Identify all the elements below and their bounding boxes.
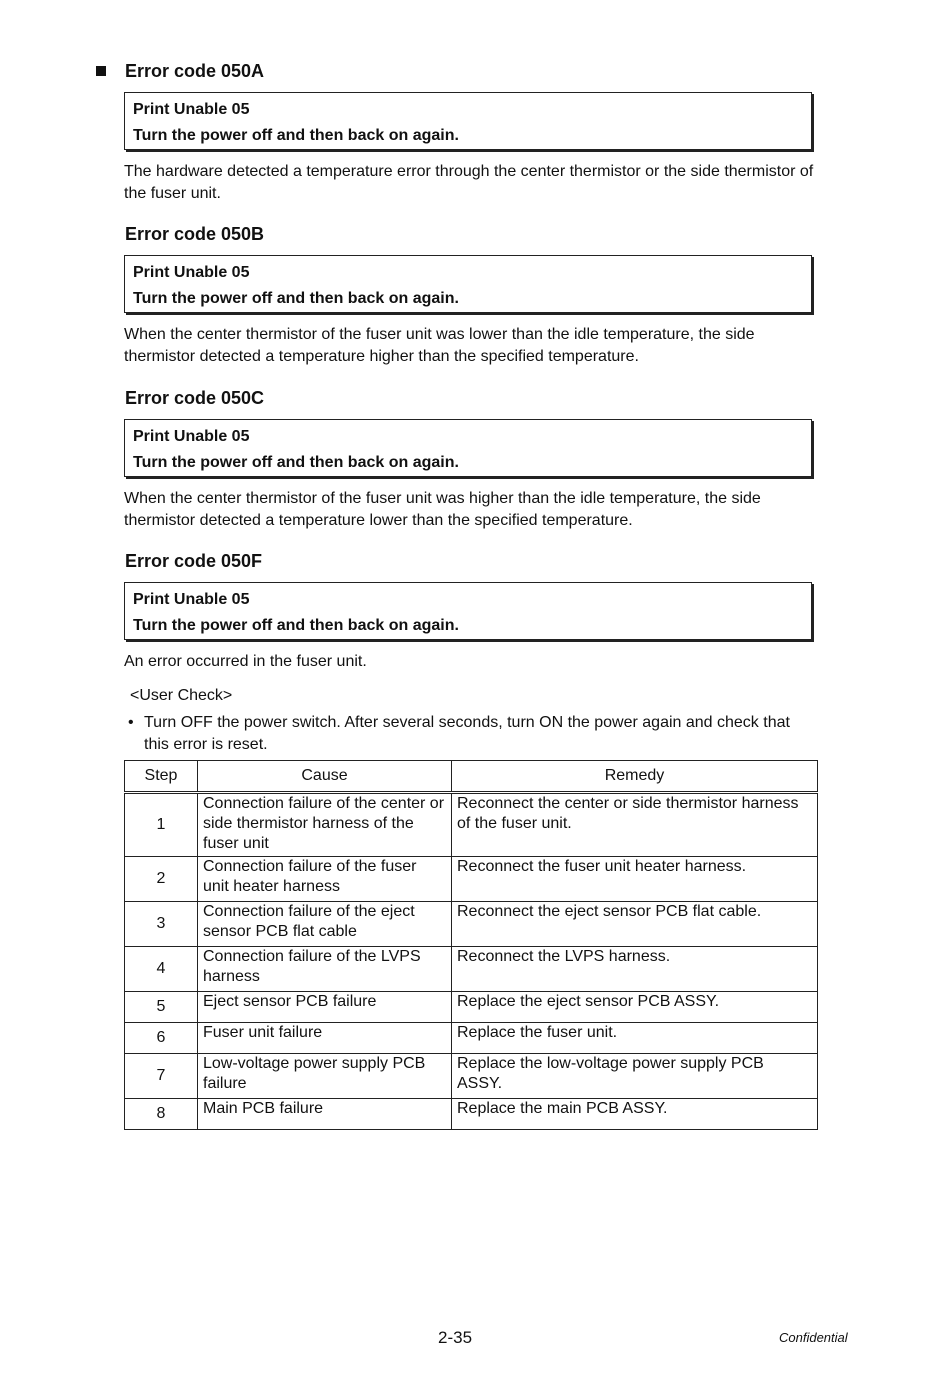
panel-message-line2: Turn the power off and then back on again. <box>133 454 459 471</box>
cause-cell: Connection failure of the LVPS harness <box>198 947 452 992</box>
header-remedy: Remedy <box>452 761 818 793</box>
section-heading-050b: Error code 050B <box>125 224 265 244</box>
troubleshooting-table <box>124 760 818 1130</box>
panel-message-line1: Print Unable 05 <box>133 591 250 608</box>
panel-message-box-050a <box>124 92 812 150</box>
step-cell: 6 <box>125 1023 198 1054</box>
user-check-item-text: Turn OFF the power switch. After several seconds, turn ON the power again and check that this error is reset. <box>144 714 790 753</box>
remedy-cell: Reconnect the eject sensor PCB flat cable. <box>452 902 818 947</box>
table-row <box>125 902 818 947</box>
table-header-row <box>125 761 818 793</box>
panel-message-line2: Turn the power off and then back on again. <box>133 617 459 634</box>
panel-message-box-050b <box>124 255 812 313</box>
header-cause: Cause <box>198 761 452 793</box>
cause-cell: Low-voltage power supply PCB failure <box>198 1054 452 1099</box>
panel-message-box-050c <box>124 419 812 477</box>
cause-cell: Fuser unit failure <box>198 1023 452 1054</box>
table-row <box>125 947 818 992</box>
section-description-050a: The hardware detected a temperature error through the center thermistor or the side thermistor of the fuser unit. <box>124 163 814 202</box>
user-check-item <box>128 712 818 756</box>
remedy-cell: Reconnect the LVPS harness. <box>452 947 818 992</box>
remedy-cell: Replace the eject sensor PCB ASSY. <box>452 992 818 1023</box>
panel-message-line1: Print Unable 05 <box>133 264 250 281</box>
table-row <box>125 857 818 902</box>
remedy-cell: Replace the fuser unit. <box>452 1023 818 1054</box>
panel-message-line2: Turn the power off and then back on again. <box>133 290 459 307</box>
cause-cell: Connection failure of the center or side thermistor harness of the fuser unit <box>198 793 452 857</box>
panel-message-line2: Turn the power off and then back on again. <box>133 127 459 144</box>
cause-cell: Main PCB failure <box>198 1099 452 1130</box>
remedy-cell: Reconnect the fuser unit heater harness. <box>452 857 818 902</box>
step-cell: 8 <box>125 1099 198 1130</box>
step-cell: 4 <box>125 947 198 992</box>
cause-cell: Connection failure of the fuser unit heater harness <box>198 857 452 902</box>
square-bullet-icon <box>96 66 106 76</box>
bullet-dot-icon: • <box>128 714 134 731</box>
table-row <box>125 1054 818 1099</box>
step-cell: 2 <box>125 857 198 902</box>
table-row <box>125 793 818 857</box>
user-check-label: <User Check> <box>130 687 233 704</box>
remedy-cell: Replace the low-voltage power supply PCB ASSY. <box>452 1054 818 1099</box>
section-heading-050a: Error code 050A <box>125 61 265 81</box>
section-heading-050f: Error code 050F <box>125 551 263 571</box>
section-description-050b: When the center thermistor of the fuser unit was lower than the idle temperature, the side thermistor detected a temperature higher than the specified temperature. <box>124 326 755 365</box>
header-step: Step <box>125 761 198 793</box>
table-row <box>125 1099 818 1130</box>
remedy-cell: Replace the main PCB ASSY. <box>452 1099 818 1130</box>
step-cell: 1 <box>125 793 198 857</box>
confidential-label: Confidential <box>779 1330 848 1345</box>
panel-message-box-050f <box>124 582 812 640</box>
step-cell: 3 <box>125 902 198 947</box>
table-row <box>125 992 818 1023</box>
step-cell: 7 <box>125 1054 198 1099</box>
section-description-050c: When the center thermistor of the fuser unit was higher than the idle temperature, the side thermistor detected a temperature lower than the specified temperature. <box>124 490 761 529</box>
step-cell: 5 <box>125 992 198 1023</box>
panel-message-line1: Print Unable 05 <box>133 101 250 118</box>
cause-cell: Eject sensor PCB failure <box>198 992 452 1023</box>
table-row <box>125 1023 818 1054</box>
section-description-050f: An error occurred in the fuser unit. <box>124 653 367 670</box>
section-heading-050c: Error code 050C <box>125 388 265 408</box>
page-number: 2-35 <box>438 1328 473 1347</box>
panel-message-line1: Print Unable 05 <box>133 428 250 445</box>
remedy-cell: Reconnect the center or side thermistor harness of the fuser unit. <box>452 793 818 857</box>
cause-cell: Connection failure of the eject sensor PCB flat cable <box>198 902 452 947</box>
